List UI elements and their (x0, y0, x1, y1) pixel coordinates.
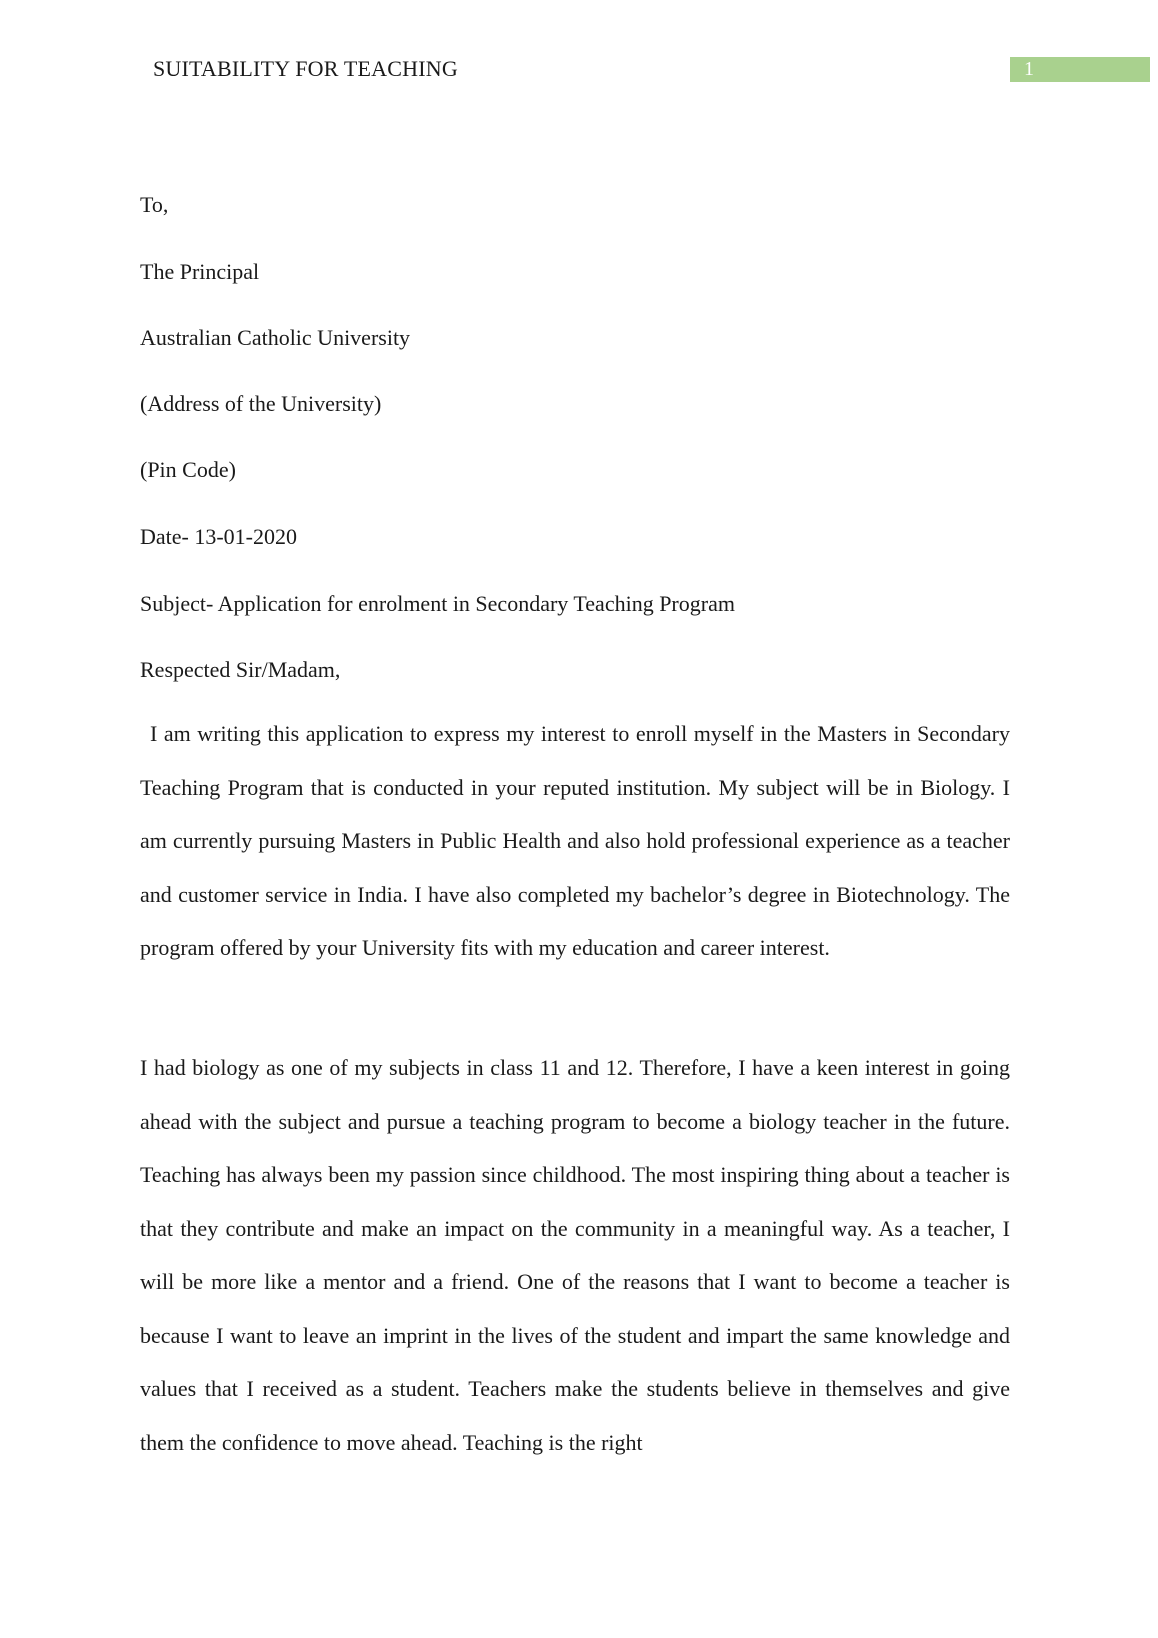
running-head: SUITABILITY FOR TEACHING (153, 56, 458, 81)
salutation-to: To, (140, 192, 169, 217)
greeting: Respected Sir/Madam, (140, 657, 341, 682)
letter-date: Date- 13-01-2020 (140, 524, 298, 549)
body-paragraph-1: I am writing this application to express my interest to enroll myself in the Masters in Secondary Teaching Program that is conducted in your reputed institution. My subject will be in Biology. I am currently pursuing Masters in Public Health and also hold professional experience as a teacher and customer service in India. I have also completed my bachelor’s degree in Biotechnology. The program offered by your University fits with my education and career interest. (140, 721, 1010, 960)
institution-name: Australian Catholic University (140, 325, 411, 350)
page-number: 1 (1024, 58, 1034, 80)
institution-address: (Address of the University) (140, 391, 382, 416)
letter-subject: Subject- Application for enrolment in Secondary Teaching Program (140, 591, 735, 616)
body-paragraph-2: I had biology as one of my subjects in class 11 and 12. Therefore, I have a keen interest in going ahead with the subject and pursue a teaching program to become a biology teacher in the future. Teaching has always been my passion since childhood. The most inspiring thing about a teacher is that they contribute and make an impact on the community in a meaningful way. As a teacher, I will be more like a mentor and a friend. One of the reasons that I want to become a teacher is because I want to leave an imprint in the lives of the student and impart the same knowledge and values that I received as a student. Teachers make the students believe in themselves and give them the confidence to move ahead. Teaching is the right (140, 1055, 1010, 1455)
recipient-title: The Principal (140, 259, 260, 284)
page-number-badge (1010, 57, 1150, 82)
pin-code: (Pin Code) (140, 457, 236, 482)
